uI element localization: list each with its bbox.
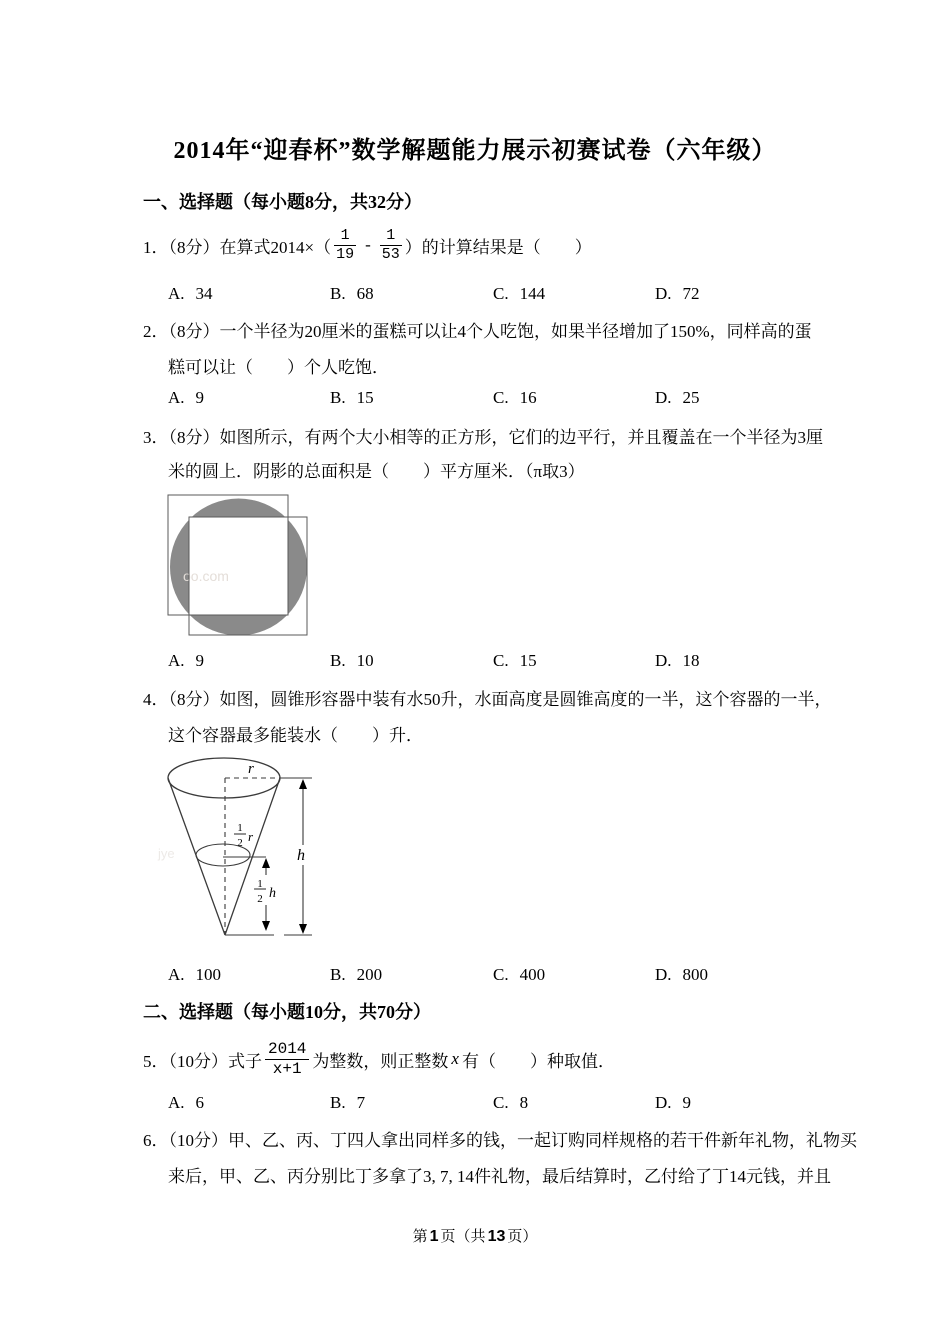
option-value: 15 <box>519 651 537 670</box>
q3-option-c <box>493 651 537 671</box>
option-letter: D. <box>655 965 672 984</box>
question-2-line-1: 2．（8分）一个半径为20厘米的蛋糕可以让4个人吃饱，如果半径增加了150%，同样高的蛋 <box>143 322 812 341</box>
option-value: 9 <box>195 388 205 407</box>
footer-page-number: 1 <box>429 1228 439 1245</box>
q5-fraction <box>265 1040 309 1078</box>
q1-prefix: 1．（8分）在算式2014×（ <box>143 237 332 257</box>
watermark-text: oo.com <box>183 568 229 584</box>
half-r-denominator: 2 <box>237 837 243 849</box>
option-value: 200 <box>356 965 383 984</box>
q4-option-c <box>493 965 545 985</box>
q5-prefix: 5．（10分）式子 <box>143 1051 262 1071</box>
q2-option-a <box>168 388 204 408</box>
option-letter: C. <box>493 965 509 984</box>
option-value: 34 <box>195 284 213 303</box>
q1-option-b <box>330 284 374 304</box>
q4-option-b <box>330 965 382 985</box>
fraction-denominator: 19 <box>336 245 355 263</box>
option-letter: B. <box>330 388 346 407</box>
half-h-denominator: 2 <box>257 893 263 905</box>
half-h-variable: h <box>269 886 276 901</box>
q2-option-d <box>655 388 700 408</box>
option-value: 72 <box>682 284 700 303</box>
q3-option-a <box>168 651 204 671</box>
q1-option-d <box>655 284 700 304</box>
option-value: 7 <box>356 1093 366 1112</box>
option-value: 25 <box>682 388 700 407</box>
arrowhead-up <box>262 858 270 868</box>
q5-option-c <box>493 1093 528 1113</box>
question-5-text <box>143 1034 615 1084</box>
label-h: h <box>297 847 305 864</box>
section-1-header: 一、选择题（每小题8分，共32分） <box>143 192 422 212</box>
option-value: 400 <box>519 965 546 984</box>
footer-prefix: 第 <box>412 1229 428 1245</box>
option-value: 144 <box>519 284 546 303</box>
page-footer <box>0 1225 950 1246</box>
question-3-line-2: 米的圆上．阴影的总面积是（ ）平方厘米．（π取3） <box>168 462 585 481</box>
option-letter: C. <box>493 388 509 407</box>
q3-figure <box>167 491 309 645</box>
half-h-numerator: 1 <box>257 878 263 890</box>
option-letter: C. <box>493 651 509 670</box>
option-letter: A. <box>168 284 185 303</box>
half-r-numerator: 1 <box>237 822 243 834</box>
q5-option-a <box>168 1093 204 1113</box>
question-6-line-1: 6．（10分）甲、乙、丙、丁四人拿出同样多的钱，一起订购同样规格的若干件新年礼物，礼物买 <box>143 1131 857 1150</box>
q1-option-a <box>168 284 213 304</box>
squares-circle-figure <box>167 491 309 640</box>
minus-sign: - <box>365 235 371 254</box>
footer-suffix: 页） <box>507 1229 538 1245</box>
option-letter: C. <box>493 1093 509 1112</box>
option-letter: B. <box>330 1093 346 1112</box>
q3-option-b <box>330 651 374 671</box>
fraction-numerator: 1 <box>334 227 356 245</box>
arrowhead-up <box>299 779 307 789</box>
option-value: 15 <box>356 388 374 407</box>
question-1-text <box>143 220 592 270</box>
option-letter: B. <box>330 284 346 303</box>
option-value: 9 <box>195 651 205 670</box>
option-value: 16 <box>519 388 537 407</box>
q1-fraction-1 <box>334 227 356 263</box>
option-value: 18 <box>682 651 700 670</box>
q2-option-c <box>493 388 537 408</box>
option-value: 10 <box>356 651 374 670</box>
q4-option-d <box>655 965 708 985</box>
cone-figure <box>148 753 333 953</box>
option-letter: A. <box>168 388 185 407</box>
page-title: 2014年“迎春杯”数学解题能力展示初赛试卷（六年级） <box>173 138 777 164</box>
option-value: 6 <box>195 1093 205 1112</box>
fraction-numerator: 2014 <box>265 1040 309 1059</box>
arrowhead-down <box>262 921 270 931</box>
variable-x: x <box>451 1049 459 1068</box>
option-value: 100 <box>195 965 222 984</box>
option-value: 68 <box>356 284 374 303</box>
label-r: r <box>248 761 254 777</box>
q5-text: 为整数，则正整数 <box>312 1051 449 1071</box>
option-letter: D. <box>655 388 672 407</box>
option-letter: C. <box>493 284 509 303</box>
section-2-header: 二、选择题（每小题10分，共70分） <box>143 1002 431 1022</box>
option-letter: A. <box>168 1093 185 1112</box>
q5-option-d <box>655 1093 691 1113</box>
question-4-line-2: 这个容器最多能装水（ ）升． <box>168 726 423 745</box>
q3-option-d <box>655 651 700 671</box>
q4-figure <box>148 753 333 958</box>
q1-suffix: ）的计算结果是（ ） <box>404 237 592 257</box>
question-6-line-2: 来后，甲、乙、丙分别比丁多拿了3, 7, 14件礼物，最后结算时，乙付给了丁14元钱，并且 <box>168 1167 831 1186</box>
question-4-line-1: 4．（8分）如图，圆锥形容器中装有水50升，水面高度是圆锥高度的一半，这个容器的一半， <box>143 690 832 709</box>
option-letter: D. <box>655 1093 672 1112</box>
q2-option-b <box>330 388 374 408</box>
option-value: 8 <box>519 1093 529 1112</box>
q4-option-a <box>168 965 221 985</box>
option-letter: D. <box>655 651 672 670</box>
footer-total-pages: 13 <box>487 1228 506 1245</box>
option-letter: A. <box>168 965 185 984</box>
question-3-line-1: 3．（8分）如图所示，有两个大小相等的正方形，它们的边平行，并且覆盖在一个半径为3厘 <box>143 428 823 447</box>
q5-option-b <box>330 1093 365 1113</box>
watermark-text: jye <box>158 846 175 861</box>
option-value: 800 <box>682 965 709 984</box>
option-letter: A. <box>168 651 185 670</box>
footer-mid: 页（共 <box>440 1229 486 1245</box>
option-letter: D. <box>655 284 672 303</box>
fraction-denominator: x+1 <box>272 1059 302 1078</box>
option-letter: B. <box>330 651 346 670</box>
q1-fraction-2 <box>380 227 402 263</box>
squares-overlap-region <box>189 517 288 615</box>
q5-suffix: 有（ ）种取值． <box>461 1051 615 1071</box>
option-value: 9 <box>682 1093 692 1112</box>
arrowhead-down <box>299 924 307 934</box>
fraction-numerator: 1 <box>380 227 402 245</box>
question-2-line-2: 糕可以让（ ）个人吃饱． <box>168 358 389 377</box>
fraction-denominator: 53 <box>381 245 400 263</box>
half-r-variable: r <box>248 829 254 844</box>
option-letter: B. <box>330 965 346 984</box>
q1-option-c <box>493 284 545 304</box>
